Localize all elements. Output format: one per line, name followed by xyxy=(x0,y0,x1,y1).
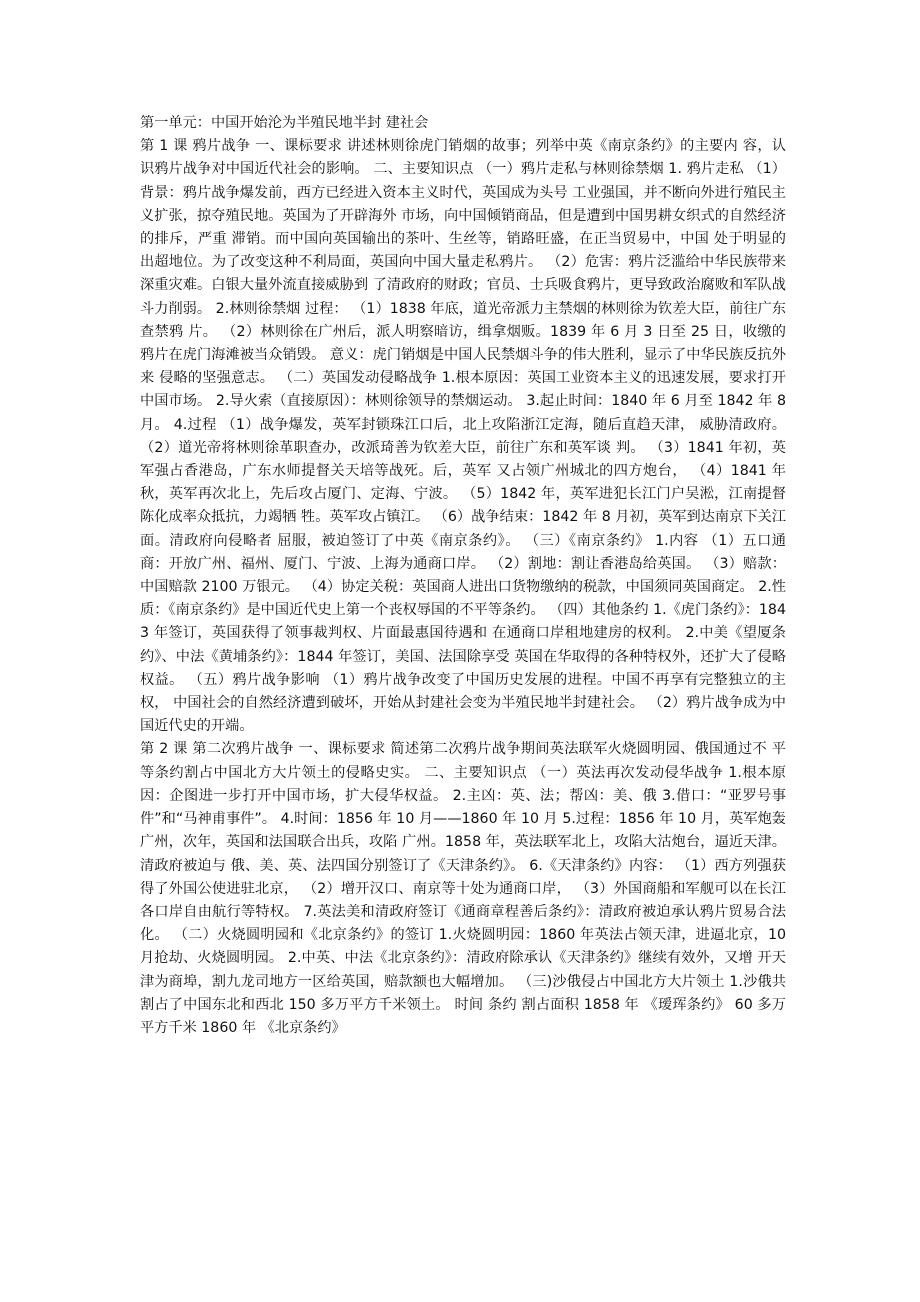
document-body xyxy=(140,112,786,1040)
lesson-2-paragraph: 第 2 课 第二次鸦片战争 一、课标要求 简述第二次鸦片战争期间英法联军火烧圆明园、俄国通过不 平等条约割占中国北方大片领土的侵略史实。 二、主要知识点 （一）英法再次发动侵华战争 1.根本原因：企图进一步打开中国市场，扩大侵华权益。 2.主凶：英、法；帮凶：美、俄 3.借口：“亚罗号事件”和“马神甫事件”。 4.时间：1856 年 10 月——1860 年 10 月 5.过程：1856 年 10 月，英军炮轰广州，次年，英国和法国联合出兵，攻陷 广州。1858 年，英法联军北上，攻陷大沽炮台，逼近天津。清政府被迫与 俄、美、英、法四国分别签订了《天津条约》。 6.《天津条约》内容： （1）西方列强获得了外国公使进驻北京， （2）增开汉口、南京等十处为通商口岸， （3）外国商船和军舰可以在长江各口岸自由航行等特权。 7.英法美和清政府签订《通商章程善后条约》：清政府被迫承认鸦片贸易合法化。 （二）火烧圆明园和《北京条约》的签订 1.火烧圆明园：1860 年英法占领天津，进逼北京，10 月抢劫、火烧圆明园。 2.中英、中法《北京条约》：清政府除承认《天津条约》继续有效外，又增 开天津为商埠，割九龙司地方一区给英国，赔款额也大幅增加。 （三)沙俄侵占中国北方大片领土 1.沙俄共割占了中国东北和西北 150 多万平方千米领土。 时间 条约 割占面积 1858 年 《瑷珲条约》 60 多万平方千米 1860 年 《北京条约》 xyxy=(140,741,786,1036)
lesson-1-paragraph: 第 1 课 鸦片战争 一、课标要求 讲述林则徐虎门销烟的故事；列举中英《南京条约》的主要内 容，认识鸦片战争对中国近代社会的影响。 二、主要知识点 （一）鸦片走私与林则徐禁烟 1. 鸦片走私 （1）背景：鸦片战争爆发前，西方已经进入资本主义时代，英国成为头号 工业强国，并不断向外进行殖民主义扩张，掠夺殖民地。英国为了开辟海外 市场，向中国倾销商品，但是遭到中国男耕女织式的自然经济的排斥，严重 滞销。而中国向英国输出的茶叶、生丝等，销路旺盛，在正当贸易中，中国 处于明显的出超地位。为了改变这种不利局面，英国向中国大量走私鸦片。 （2）危害：鸦片泛滥给中华民族带来深重灾难。白银大量外流直接威胁到 了清政府的财政；官员、士兵吸食鸦片，更导致政治腐败和军队战斗力削弱。 2.林则徐禁烟 过程： （1）1838 年底，道光帝派力主禁烟的林则徐为钦差大臣，前往广东查禁鸦 片。 （2）林则徐在广州后，派人明察暗访，缉拿烟贩。1839 年 6 月 3 日至 25 日，收缴的鸦片在虎门海滩被当众销毁。 意义：虎门销烟是中国人民禁烟斗争的伟大胜利，显示了中华民族反抗外来 侵略的坚强意志。 （二）英国发动侵略战争 1.根本原因：英国工业资本主义的迅速发展，要求打开中国市场。 2.导火索（直接原因）：林则徐领导的禁烟运动。 3.起止时间：1840 年 6 月至 1842 年 8 月。 4.过程 （1）战争爆发，英军封锁珠江口后，北上攻陷浙江定海，随后直趋天津， 威胁清政府。 （2）道光帝将林则徐革职查办，改派琦善为钦差大臣，前往广东和英军谈 判。 （3）1841 年初，英军强占香港岛，广东水师提督关天培等战死。后，英军 又占领广州城北的四方炮台， （4）1841 年秋，英军再次北上，先后攻占厦门、定海、宁波。 （5）1842 年，英军进犯长江门户吴淞，江南提督陈化成率众抵抗，力竭牺 牲。英军攻占镇江。 （6）战争结束：1842 年 8 月初，英军到达南京下关江面。清政府向侵略者 屈服，被迫签订了中英《南京条约》。 （三）《南京条约》 1.内容 （1）五口通商：开放广州、福州、厦门、宁波、上海为通商口岸。 （2）割地：割让香港岛给英国。 （3）赔款：中国赔款 2100 万银元。 （4）协定关税：英国商人进出口货物缴纳的税款，中国须同英国商定。 2.性质：《南京条约》是中国近代史上第一个丧权辱国的不平等条约。 （四）其他条约 1.《虎门条约》：1843 年签订，英国获得了领事裁判权、片面最惠国待遇和 在通商口岸租地建房的权利。 2.中美《望厦条约》、中法《黄埔条约》：1844 年签订，美国、法国除享受 英国在华取得的各种特权外，还扩大了侵略权益。 （五）鸦片战争影响 （1）鸦片战争改变了中国历史发展的进程。中国不再享有完整独立的主权， 中国社会的自然经济遭到破坏，开始从封建社会变为半殖民地半封建社会。 （2）鸦片战争成为中国近代史的开端。 xyxy=(140,138,786,735)
unit-title: 第一单元：中国开始沦为半殖民地半封 建社会 xyxy=(140,115,429,131)
